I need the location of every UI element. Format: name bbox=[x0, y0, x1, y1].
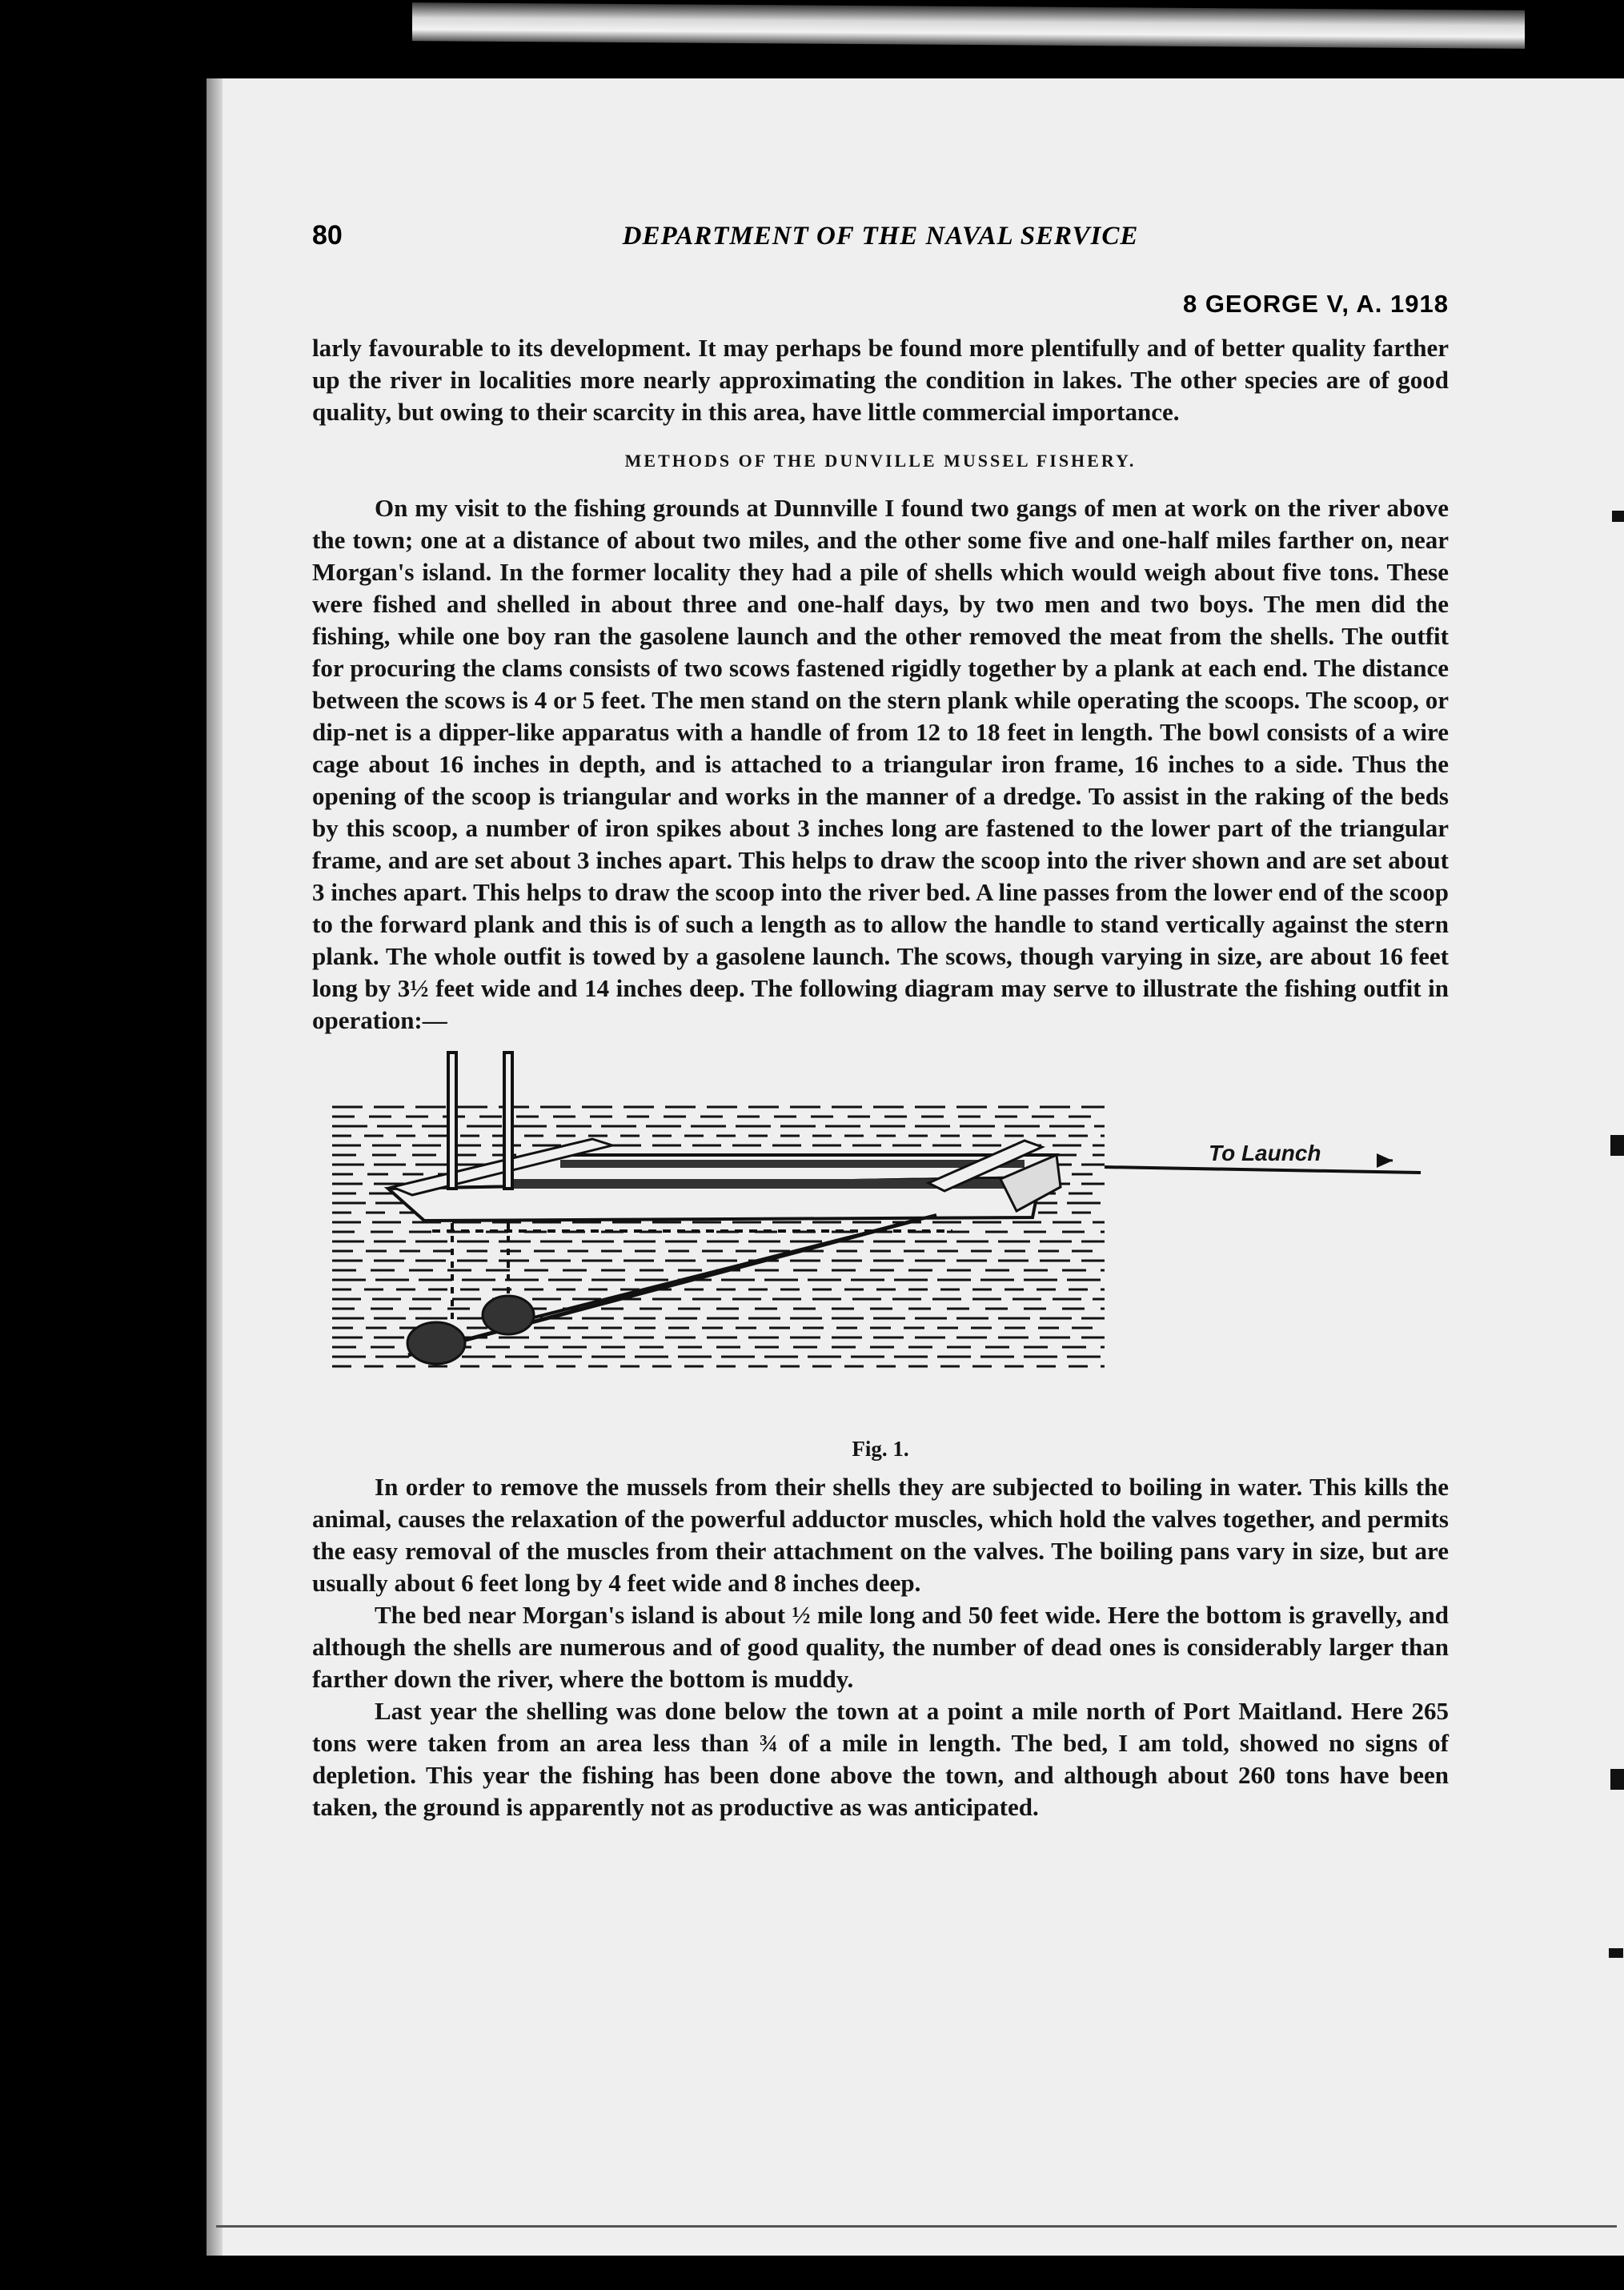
paragraph-morgans-island: The bed near Morgan's island is about ½ mile long and 50 feet wide. Here the bottom is gravelly, and although the shells are numerous and of good quality, the number of dead ones is considerably larger than farther down the river, where the bottom is muddy. bbox=[312, 1601, 1449, 1693]
margin-mark bbox=[1610, 1135, 1624, 1156]
paragraph-continuation: larly favourable to its development. It may perhaps be found more plentifully and of better quality farther up the river in localities more nearly approximating the condition in lakes. The other species are of good quality, but owing to their scarcity in this area, have little commercial importance. bbox=[312, 334, 1449, 426]
page-binding-edge bbox=[207, 78, 223, 2256]
fishing-outfit-diagram bbox=[312, 1051, 1449, 1419]
tow-line bbox=[1105, 1167, 1421, 1173]
figure-caption: Fig. 1. bbox=[852, 1437, 909, 1461]
diagram-drawing bbox=[312, 1051, 1449, 1419]
paragraph-methods: On my visit to the fishing grounds at Dunnville I found two gangs of men at work on the river above the town; one at a distance of about two miles, and the other some five and one-half miles farther on, near Morgan's island. In the former locality they had a pile of shells which would weigh about five tons. These were fished and shelled in about three and one-half days, by two men and two boys. The men did the fishing, while one boy ran the gasolene launch and the other removed the meat from the shells. The outfit for procuring the clams consists of two scows fastened rigidly together by a plank at each end. The distance between the scows is 4 or 5 feet. The men stand on the stern plank while operating the scoops. The scoop, or dip-net is a dipper-like apparatus with a handle of from 12 to 18 feet in length. The bowl consists of a wire cage about 16 inches in depth, and is attached to a triangular iron frame, 16 inches to a side. Thus the opening of the scoop is triangular and works in the manner of a dredge. To assist in the raking of the beds by this scoop, a number of iron spikes about 3 inches long are fastened to the lower part of the triangular frame, and are set about 3 inches apart. This helps to draw the scoop into the river shown and are set about 3 inches apart. This helps to draw the scoop into the river bed. A line passes from the lower end of the scoop to the forward plank and this is of such a length as to allow the handle to stand vertically against the stern plank. The whole outfit is towed by a gasolene launch. The scows, though varying in size, are about 16 feet long by 3½ feet wide and 14 inches deep. The following diagram may serve to illustrate the fishing outfit in operation:— bbox=[312, 494, 1449, 1034]
page-header bbox=[312, 220, 1449, 260]
scow-outfit bbox=[388, 1139, 1061, 1221]
margin-mark bbox=[1612, 511, 1624, 522]
page-bottom-edge bbox=[216, 2225, 1617, 2228]
session-reference: 8 GEORGE V, A. 1918 bbox=[1182, 290, 1449, 318]
running-head: DEPARTMENT OF THE NAVAL SERVICE bbox=[622, 222, 1139, 251]
margin-mark bbox=[1609, 1948, 1623, 1958]
to-launch-label: To Launch bbox=[1209, 1141, 1321, 1165]
page-body bbox=[312, 332, 1449, 1823]
margin-mark bbox=[1610, 1769, 1624, 1790]
scoop-cages bbox=[407, 1296, 534, 1364]
scanner-top-strip bbox=[412, 2, 1525, 49]
paragraph-last-year: Last year the shelling was done below the town at a point a mile north of Port Maitland. Here 265 tons were taken from an area less than ¾ of a mile in length. The bed, I am told, showed no signs of depletion. This year the fishing has been done above the town, and although about 260 tons have been taken, the ground is apparently not as productive as was anticipated. bbox=[312, 1697, 1449, 1821]
page-number: 80 bbox=[312, 220, 343, 251]
paragraph-boiling: In order to remove the mussels from their shells they are subjected to boiling in water. This kills the animal, causes the relaxation of the powerful adductor muscles, which hold the valves together, and permits the easy removal of the muscles from their attachment on the valves. The boiling pans vary in size, but are usually about 6 feet long by 4 feet wide and 8 inches deep. bbox=[312, 1473, 1449, 1597]
section-title: METHODS OF THE DUNVILLE MUSSEL FISHERY. bbox=[624, 451, 1137, 471]
